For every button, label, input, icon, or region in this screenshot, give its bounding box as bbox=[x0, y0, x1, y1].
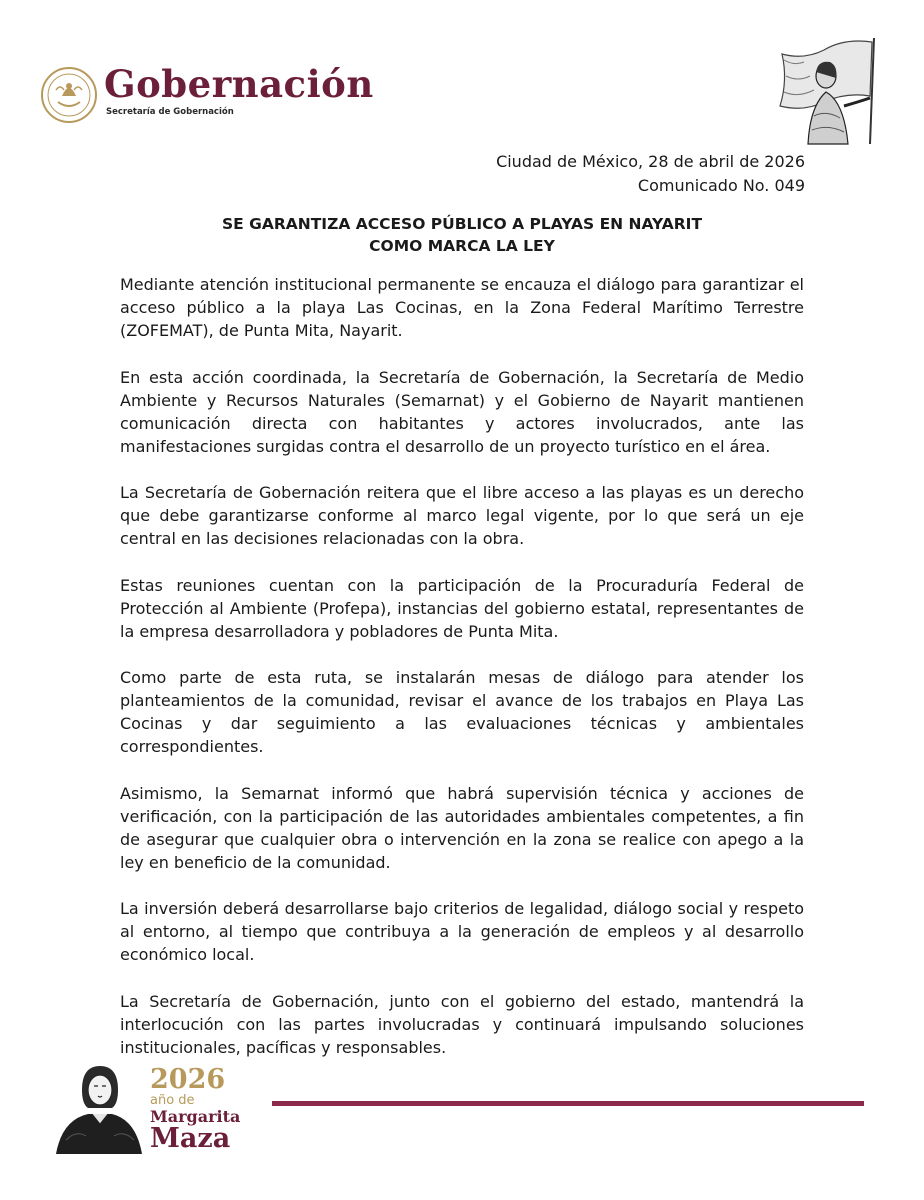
paragraph: Asimismo, la Semarnat informó que habrá supervisión técnica y acciones de verificación, con la participación de las autoridades ambientales competentes, a fin de asegurar que cualquier obra o intervención en la zona se realice con apego a la ley en beneficio de la comunidad. bbox=[120, 783, 804, 872]
release-meta bbox=[496, 150, 805, 198]
brand-subtitle: Secretaría de Gobernación bbox=[106, 107, 234, 117]
press-release-body bbox=[120, 273, 804, 1082]
paragraph: La Secretaría de Gobernación, junto con el gobierno del estado, mantendrá la interlocución con las partes involucradas y continuará impulsando soluciones institucionales, pacíficas y responsables. bbox=[120, 991, 804, 1057]
margarita-maza-portrait-illustration bbox=[52, 1060, 144, 1154]
footer-name-last: Maza bbox=[150, 1123, 231, 1154]
footer-name-first: Margarita bbox=[150, 1107, 241, 1126]
year-of-margarita-maza-logo bbox=[150, 1066, 250, 1153]
place-date: Ciudad de México, 28 de abril de 2026 bbox=[496, 152, 805, 171]
gobernacion-logo bbox=[40, 62, 374, 132]
footer-year-of: año de bbox=[150, 1093, 195, 1108]
paragraph: Estas reuniones cuentan con la participación de la Procuraduría Federal de Protección al Ambiente (Profepa), instancias del gobierno estatal, representantes de la empresa desarrolladora y pobladores de Punta Mita. bbox=[120, 575, 804, 641]
press-release-title bbox=[120, 213, 804, 257]
coat-of-arms-seal-icon bbox=[40, 66, 98, 124]
paragraph: En esta acción coordinada, la Secretaría de Gobernación, la Secretaría de Medio Ambiente y Recursos Naturales (Semarnat) y el Gobierno de Nayarit mantienen comunicación directa con habitantes y actores involucrados, ante las manifestaciones surgidas contra el desarrollo de un proyecto turístico en el área. bbox=[120, 367, 804, 456]
paragraph: La Secretaría de Gobernación reitera que el libre acceso a las playas es un derecho que debe garantizarse conforme al marco legal vigente, por lo que será un eje central en las decisiones relacionadas con la obra. bbox=[120, 483, 804, 548]
woman-with-flag-illustration bbox=[774, 36, 880, 146]
footer-year-number: 2026 bbox=[150, 1064, 226, 1095]
brand-title: Gobernación bbox=[104, 62, 374, 106]
paragraph: La inversión deberá desarrollarse bajo criterios de legalidad, diálogo social y respeto al entorno, al tiempo que contribuya a la generación de empleos y al desarrollo económico local. bbox=[120, 899, 804, 964]
footer-divider bbox=[272, 1101, 864, 1106]
paragraph: Mediante atención institucional permanente se encauza el diálogo para garantizar el acceso público a la playa Las Cocinas, en la Zona Federal Marítimo Terrestre (ZOFEMAT), de Punta Mita, Nayarit. bbox=[120, 275, 804, 340]
title-line-2: COMO MARCA LA LEY bbox=[369, 237, 555, 255]
release-number: Comunicado No. 049 bbox=[637, 176, 805, 195]
paragraph: Como parte de esta ruta, se instalarán mesas de diálogo para atender los planteamientos de la comunidad, revisar el avance de los trabajos en Playa Las Cocinas y dar seguimiento a las evaluaciones técnicas y ambientales correspondientes. bbox=[120, 668, 804, 756]
title-line-1: SE GARANTIZA ACCESO PÚBLICO A PLAYAS EN NAYARIT bbox=[221, 215, 703, 233]
